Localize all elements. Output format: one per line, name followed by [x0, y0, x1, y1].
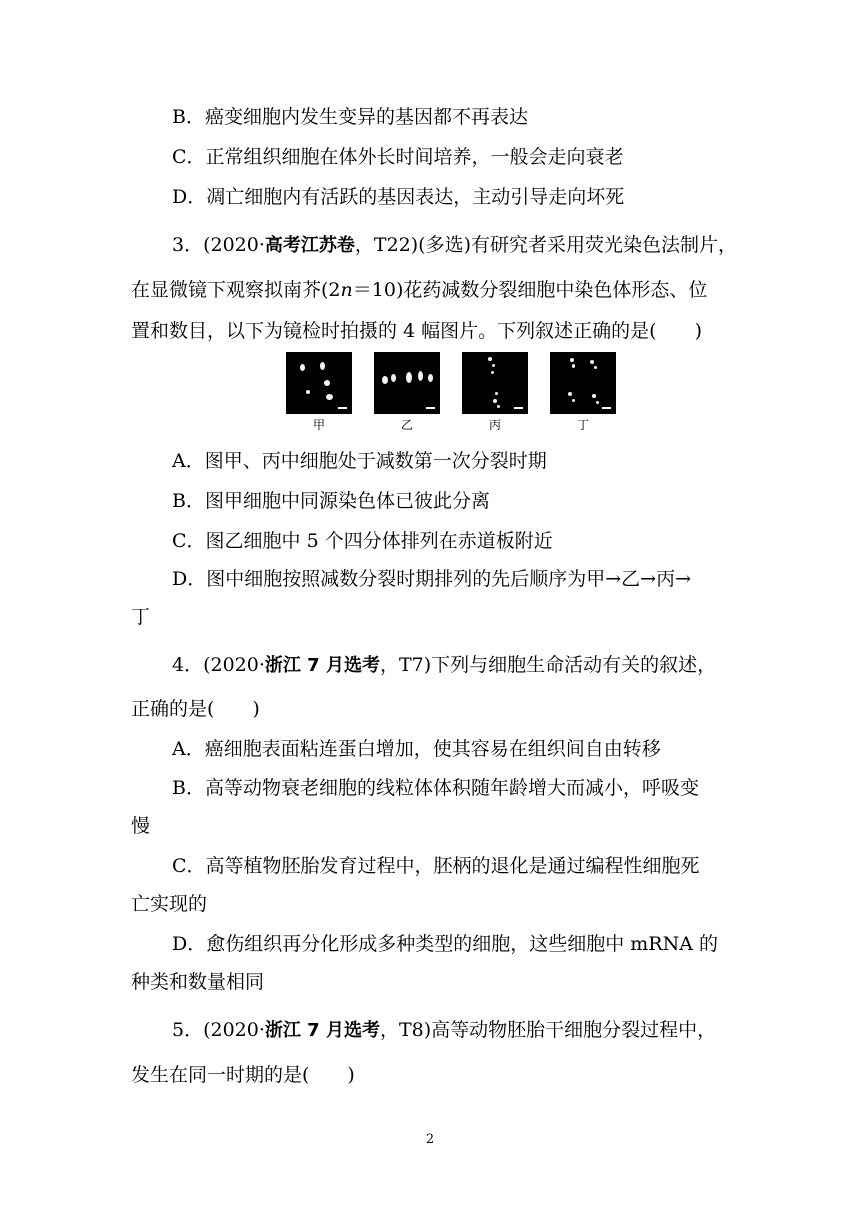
micrograph-jia	[286, 352, 352, 414]
q4-option-d: D．愈伤组织再分化形成多种类型的细胞，这些细胞中 mRNA 的	[172, 933, 718, 955]
q4-option-b-continued: 慢	[131, 815, 151, 837]
q4-stem-line1	[0, 652, 860, 679]
q2-option-c: C．正常组织细胞在体外长时间培养，一般会走向衰老	[172, 146, 624, 168]
q3-meta: ，T22)(多选)有研究者采用荧光染色法制片，	[354, 234, 737, 256]
q5-stem-line1	[0, 1017, 860, 1044]
q5-source: 浙江 7 月选考	[264, 1020, 380, 1041]
q3-option-b: B．图甲细胞中同源染色体已彼此分离	[172, 490, 490, 512]
q4-number: 4．(2020·	[172, 654, 265, 676]
micrograph-yi	[374, 352, 440, 414]
micrograph-ding	[550, 352, 616, 414]
micrograph-bing	[462, 352, 528, 414]
q3-number: 3．(2020·	[172, 234, 265, 256]
q3-stem-line2: 在显微镜下观察拟南芥(2n＝10)花药减数分裂细胞中染色体形态、位	[131, 279, 708, 301]
q3-source: 高考江苏卷	[264, 235, 355, 256]
q4-meta: ，T7)下列与细胞生命活动有关的叙述，	[379, 654, 717, 676]
q4-option-d-continued: 种类和数量相同	[131, 971, 265, 993]
figure-label-ding: 丁	[576, 418, 589, 432]
q4-option-a: A．癌细胞表面粘连蛋白增加，使其容易在组织间自由转移	[172, 738, 661, 760]
q2-option-d: D．凋亡细胞内有活跃的基因表达，主动引导走向坏死	[172, 186, 625, 208]
q4-option-c-continued: 亡实现的	[131, 893, 208, 915]
q5-number: 5．(2020·	[172, 1019, 265, 1041]
q4-source: 浙江 7 月选考	[264, 655, 380, 676]
figure-label-yi: 乙	[400, 418, 413, 432]
page-number: 2	[425, 1132, 435, 1147]
q5-stem-line2: 发生在同一时期的是( )	[131, 1064, 355, 1086]
q3-option-c: C．图乙细胞中 5 个四分体排列在赤道板附近	[172, 530, 553, 552]
q3-option-d-continued: 丁	[131, 606, 151, 628]
micrograph-figure	[286, 352, 616, 436]
figure-label-jia: 甲	[312, 418, 325, 432]
q3-option-a: A．图甲、丙中细胞处于减数第一次分裂时期	[172, 450, 547, 472]
q4-option-b: B．高等动物衰老细胞的线粒体体积随年龄增大而减小，呼吸变	[172, 777, 699, 799]
q2-option-b: B．癌变细胞内发生变异的基因都不再表达	[172, 106, 528, 128]
q3-stem-line1	[0, 232, 860, 259]
q4-stem-line2: 正确的是( )	[131, 698, 260, 720]
q3-option-d: D．图中细胞按照减数分裂时期排列的先后顺序为甲→乙→丙→	[172, 568, 691, 590]
q3-stem-line3: 置和数目，以下为镜检时拍摄的 4 幅图片。下列叙述正确的是( )	[131, 320, 702, 342]
q5-meta: ，T8)高等动物胚胎干细胞分裂过程中，	[379, 1019, 717, 1041]
q4-option-c: C．高等植物胚胎发育过程中，胚柄的退化是通过编程性细胞死	[172, 855, 700, 877]
figure-label-bing: 丙	[488, 418, 501, 432]
